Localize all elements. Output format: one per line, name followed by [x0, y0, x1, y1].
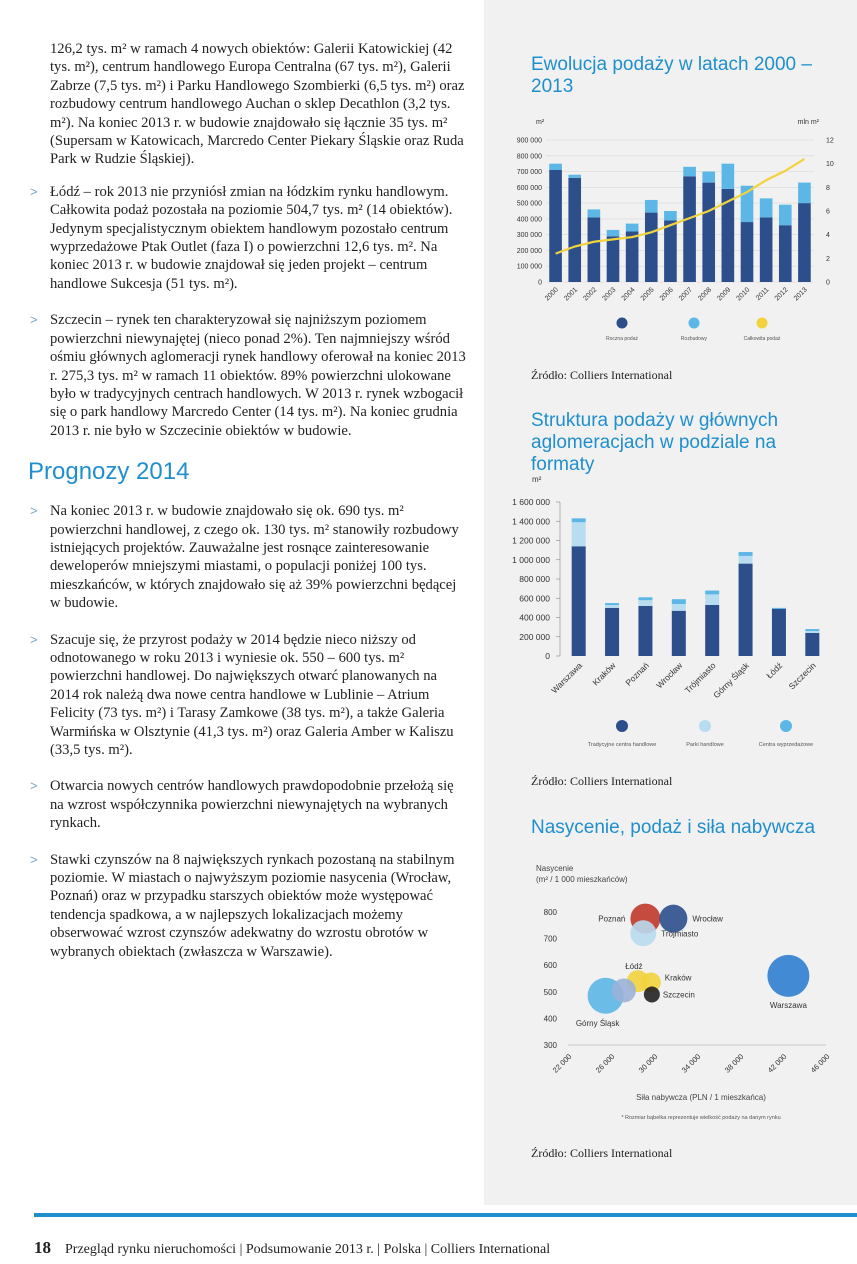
chart1-xtick-label: 2010	[735, 286, 752, 303]
bullets-bottom	[28, 502, 468, 961]
chart2-ytick-label: 1 200 000	[512, 535, 550, 546]
chart1-bar-annual	[588, 217, 601, 282]
chart1-ytick-label: 100 000	[516, 263, 542, 271]
bullet-marker: >	[30, 778, 38, 794]
chart3-bubble	[612, 978, 636, 1002]
chart1-ytick-label: 600 000	[516, 184, 542, 192]
chart1-xtick-label: 2002	[582, 286, 599, 303]
chart2-bar-retail-park	[605, 605, 619, 608]
chart1-ytick-label: 400 000	[516, 216, 542, 224]
chart2-ytick-label: 200 000	[519, 631, 550, 642]
chart1-bar-annual	[683, 176, 696, 282]
chart3-ytick-label: 600	[543, 961, 557, 971]
chart1-xtick-label: 2007	[678, 286, 694, 303]
chart1-bar-extension	[568, 175, 581, 178]
chart2-bar-traditional	[739, 564, 753, 656]
chart3-ytick-label: 800	[543, 908, 557, 917]
chart2-xtick-label: Łódź	[764, 660, 785, 681]
chart1-xtick-label: 2012	[773, 286, 790, 303]
chart1-ytick-right-label: 10	[826, 161, 834, 169]
chart3-bubble-label: Kraków	[664, 973, 692, 983]
chart2-ylabel: m²	[532, 475, 542, 484]
chart1-bar-annual	[568, 178, 581, 282]
chart1-bar-annual	[741, 222, 754, 282]
footer-divider	[34, 1213, 857, 1217]
chart1-ytick-right-label: 0	[826, 279, 830, 287]
chart3-bubble-label: Szczecin	[662, 990, 695, 1000]
bullet-marker: >	[30, 851, 38, 867]
chart2-bar-outlet	[638, 597, 652, 600]
chart3-ytick-label: 400	[543, 1014, 557, 1024]
chart1-bar-extension	[722, 164, 735, 189]
chart2-ytick-label: 1 000 000	[512, 554, 550, 565]
chart1-xtick-label: 2005	[639, 286, 656, 303]
chart3-bubble	[767, 955, 809, 997]
page-footer	[34, 1238, 550, 1258]
chart2-bar-retail-park	[572, 522, 586, 546]
chart2-bar-retail-park	[705, 594, 719, 605]
chart1-ytick-label: 500 000	[516, 200, 542, 208]
chart1-title: Ewolucja podaży w latach 2000 – 2013	[531, 54, 812, 97]
chart1-xtick-label: 2006	[658, 286, 675, 303]
chart2-ytick-label: 1 400 000	[512, 516, 550, 527]
chart3-bubble-label: Wrocław	[692, 914, 723, 924]
chart2-bar-traditional	[572, 546, 586, 656]
bullet-forecast-2: > Szacuje się, że przyrost podaży w 2014 będzie nieco niższy od odnotowanego w roku 2013 i wyniesie ok. 550 – 600 tys. m² powierzchni handlowej. Do największych otwarć planowanych na 2014 rok należą dwa nowe centra handlowe w Lublinie – Atrium Felicity (73 tys. m²) i Tarasy Zamkowe (38 tys. m²), a także Galeria Warmińska w Olsztynie (41,3 tys. m²) oraz Galeria Amber w Kaliszu (33,5 tys. m²).	[30, 631, 454, 758]
chart1-bar-annual	[626, 232, 639, 282]
chart3-footnote: * Rozmiar bąbelka reprezentuje wielkość podaży na danym rynku	[621, 1115, 781, 1121]
chart1-xtick-label: 2013	[792, 286, 809, 303]
chart2-bar-retail-park	[672, 604, 686, 611]
chart1-ytick-label: 200 000	[516, 247, 542, 255]
chart1-bar-annual	[645, 213, 658, 282]
chart2-ytick-label: 1 600 000	[512, 497, 550, 507]
chart1-bar-extension	[626, 224, 639, 232]
chart2-bar-retail-park	[805, 631, 819, 633]
footer-text: Przegląd rynku nieruchomości | Podsumowanie 2013 r. | Polska | Colliers International	[65, 1242, 551, 1257]
chart2-bar-outlet	[772, 608, 786, 609]
chart1-bar-extension	[683, 167, 696, 176]
bullet-lodz: > Łódź – rok 2013 nie przyniósł zmian na łódzkim rynku handlowym. Całkowita podaż pozostała na poziomie 504,7 tys. m² (14 obiektów). Jedynym specjalistycznym obiektem handlowym pozostało centrum wyprzedażowe Ptak Outlet (faza I) o powierzchni 12,6 tys. m². Na koniec 2013 r. w budowie znajdował się jeden projekt – centrum handlowe Sukcesja (51 tys. m²).	[30, 183, 453, 292]
bullet-szczecin: > Szczecin – rynek ten charakteryzował się najniższym poziomem powierzchni niewynajętej (nieco ponad 2%). Ten najmniejszy wśród ośmiu głównych aglomeracji rynek handlowy oferował na koniec 2013 r. 275,3 tys. m² w ramach 11 obiektów. 89% powierzchni ulokowane było w tradycyjnych centrach handlowych. W 2013 r. rynek wzbogacił się o park handlowy Marcredo Center (14 tys. m²). Na koniec grudnia 2013 r. nie było w Szczecinie obiektów w budowie.	[30, 312, 466, 439]
chart2-legend-marker	[699, 720, 711, 732]
chart3-bubble-label: Górny Śląsk	[575, 1018, 620, 1028]
bullets-top	[28, 183, 468, 440]
chart3-bubble	[644, 986, 660, 1002]
chart1-legend-marker	[617, 318, 628, 329]
saturation-bubble-chart	[484, 855, 857, 1135]
chart3-xtick-label: 26 000	[593, 1052, 617, 1075]
chart2-bar-retail-park	[638, 600, 652, 606]
chart2-bar-outlet	[805, 629, 819, 631]
chart2-xtick-label: Trójmiasto	[682, 660, 718, 696]
chart2-xtick-label: Warszawa	[549, 660, 585, 696]
chart2-bar-traditional	[638, 606, 652, 656]
chart1-ytick-right-label: 2	[826, 255, 830, 263]
bullet-marker: >	[30, 183, 38, 199]
chart2-xtick-label: Kraków	[590, 660, 618, 688]
chart3-bubble	[630, 920, 656, 946]
chart3-ytick-label: 700	[543, 934, 557, 944]
chart3-bubble-label: Trójmiasto	[661, 929, 699, 939]
bullet-forecast-4: > Stawki czynszów na 8 największych rynkach pozostaną na stabilnym poziomie. W miastach o najwyższym poziomie nasycenia (Wrocław, Poznań) oraz w przypadku starszych obiektów może występować tendencja spadkowa, a w najlepszych lokalizacjach możemy obserwować wzrost czynszów adekwatny do wzrostu obrotów w wybranych obiektach (zwłaszcza w Warszawie).	[30, 851, 455, 960]
chart1-bar-annual	[702, 183, 715, 282]
chart3-xtick-label: 46 000	[808, 1052, 832, 1075]
chart1-bar-extension	[779, 205, 792, 226]
chart3-source: Źródło: Colliers International	[531, 1146, 673, 1160]
section-title: Prognozy 2014	[28, 458, 190, 486]
chart1-legend-marker	[757, 318, 768, 329]
chart1-bar-annual	[664, 220, 677, 282]
chart1-legend-label: Roczna podaż	[606, 336, 638, 342]
chart3-xlabel: Siła nabywcza (PLN / 1 mieszkańca)	[636, 1093, 766, 1102]
chart1-ylabel-right: mln m²	[797, 119, 819, 126]
chart3-xtick-label: 38 000	[722, 1052, 746, 1075]
chart3-bubble-label: Poznań	[598, 914, 626, 924]
chart1-ytick-right-label: 8	[826, 184, 830, 192]
chart1-bar-extension	[798, 183, 811, 204]
chart1-bar-extension	[702, 172, 715, 183]
chart2-legend-marker	[616, 720, 628, 732]
chart1-bar-annual	[798, 203, 811, 282]
chart2-xtick-label: Szczecin	[786, 660, 818, 692]
chart3-xtick-label: 22 000	[550, 1052, 574, 1075]
chart2-bar-retail-park	[739, 556, 753, 564]
chart2-bar-traditional	[605, 608, 619, 656]
chart1-bar-extension	[588, 209, 601, 217]
chart2-ytick-label: 800 000	[519, 574, 550, 584]
chart2-legend-label: Parki handlowe	[686, 742, 724, 748]
bullet-marker: >	[30, 631, 38, 647]
bullet-marker: >	[30, 503, 38, 519]
left-column	[28, 40, 468, 979]
chart1-ytick-right-label: 6	[826, 208, 830, 216]
chart2-ytick-label: 400 000	[519, 612, 550, 623]
chart2-bar-traditional	[672, 611, 686, 656]
chart1-xtick-label: 2001	[563, 286, 580, 303]
page-number: 18	[34, 1238, 51, 1257]
bullet-marker: >	[30, 312, 38, 328]
chart3-title: Nasycenie, podaż i siła nabywcza	[531, 817, 816, 838]
chart1-legend-marker	[689, 318, 700, 329]
supply-evolution-chart	[484, 110, 857, 360]
chart1-bar-annual	[607, 236, 620, 282]
chart3-bubble-label: Warszawa	[769, 1000, 807, 1010]
chart1-legend-label: Rozbudowy	[680, 336, 708, 342]
chart2-bar-traditional	[705, 605, 719, 656]
chart3-bubble-label: Łódź	[625, 962, 643, 972]
chart3-ytick-label: 500	[543, 987, 557, 997]
chart3-ylabel-unit: (m² / 1 000 mieszkańców)	[536, 875, 628, 884]
chart2-ytick-label: 600 000	[519, 593, 550, 604]
chart1-ytick-label: 800 000	[516, 153, 542, 161]
chart1-ytick-label: 300 000	[516, 232, 542, 240]
chart1-ylabel-left: m²	[536, 119, 545, 126]
chart2-ytick-label: 0	[545, 651, 550, 661]
chart2-bar-outlet	[705, 591, 719, 595]
chart2-bar-outlet	[572, 518, 586, 522]
chart1-bar-extension	[549, 164, 562, 170]
chart1-xtick-label: 2011	[754, 286, 771, 303]
chart1-source: Źródło: Colliers International	[531, 368, 673, 382]
chart2-bar-traditional	[805, 633, 819, 656]
chart1-xtick-label: 2003	[601, 286, 618, 303]
chart1-legend-label: Całkowita podaż	[743, 336, 781, 342]
chart1-xtick-label: 2008	[697, 286, 714, 303]
chart1-bar-annual	[779, 225, 792, 282]
chart2-xtick-label: Górny Śląsk	[711, 660, 751, 701]
chart1-ytick-label: 700 000	[516, 169, 542, 177]
chart2-legend-label: Tradycyjne centra handlowe	[587, 742, 657, 748]
bullet-forecast-3: > Otwarcia nowych centrów handlowych prawdopodobnie przełożą się na wzrost współczynnika powierzchni niewynajętych na wybranych rynkach.	[30, 778, 454, 832]
chart1-xtick-label: 2004	[620, 286, 637, 303]
chart2-title: Struktura podaży w głównych aglomeracjach w podziale na formaty	[531, 410, 779, 475]
chart1-bar-extension	[664, 211, 677, 220]
chart1-ytick-label: 0	[538, 279, 542, 287]
chart1-ytick-right-label: 4	[826, 232, 830, 240]
chart1-ytick-right-label: 12	[826, 137, 834, 145]
chart1-bar-extension	[760, 198, 773, 217]
chart2-bar-outlet	[739, 552, 753, 556]
chart3-xtick-label: 34 000	[679, 1052, 703, 1075]
intro-paragraph: 126,2 tys. m² w ramach 4 nowych obiektów: Galerii Katowickiej (42 tys. m²), centrum handlowego Europa Centralna (67 tys. m²), Galerii Zabrze (7,5 tys. m²) i Parku Handlowego Szombierki (6,5 tys. m²) oraz rozbudowy centrum handlowego Auchan o sklep Decathlon (3,2 tys. m²). Na koniec 2013 r. w budowie znajdowało się łącznie 35 tys. m² (Supersam w Katowicach, Marcredo Center Piekary Śląskie oraz Ruda Park w Rudzie Śląskiej).	[50, 41, 465, 168]
chart1-xtick-label: 2009	[716, 286, 733, 303]
bullet-forecast-1: > Na koniec 2013 r. w budowie znajdowało się ok. 690 tys. m² powierzchni handlowej, z czego ok. 130 tys. m² stanowiły rozbudowy istniejących projektów. Zauważalne jest rosnące zainteresowanie deweloperów mniejszymi miastami, o populacji poniżej 100 tys. mieszkańców, w których znajdowało się aż 39% powierzchni będącej w budowie.	[30, 503, 459, 612]
chart1-ytick-label: 900 000	[516, 137, 542, 145]
chart3-xtick-label: 42 000	[765, 1052, 789, 1075]
chart2-bar-outlet	[605, 603, 619, 605]
chart2-legend-label: Centra wyprzedażowe	[758, 742, 814, 748]
chart2-bar-traditional	[772, 609, 786, 656]
chart1-bar-extension	[607, 230, 620, 236]
chart1-bar-annual	[549, 170, 562, 282]
chart3-ylabel: Nasycenie	[536, 864, 574, 873]
chart2-legend-marker	[780, 720, 792, 732]
chart1-bar-annual	[760, 217, 773, 282]
supply-structure-chart	[484, 470, 857, 760]
chart1-bar-extension	[645, 200, 658, 213]
chart2-source: Źródło: Colliers International	[531, 774, 673, 788]
chart1-xtick-label: 2000	[544, 286, 560, 303]
chart2-xtick-label: Poznań	[623, 660, 651, 688]
chart2-xtick-label: Wrocław	[654, 660, 685, 691]
chart3-ytick-label: 300	[543, 1041, 557, 1050]
chart3-xtick-label: 30 000	[636, 1052, 660, 1075]
chart2-bar-outlet	[672, 599, 686, 604]
